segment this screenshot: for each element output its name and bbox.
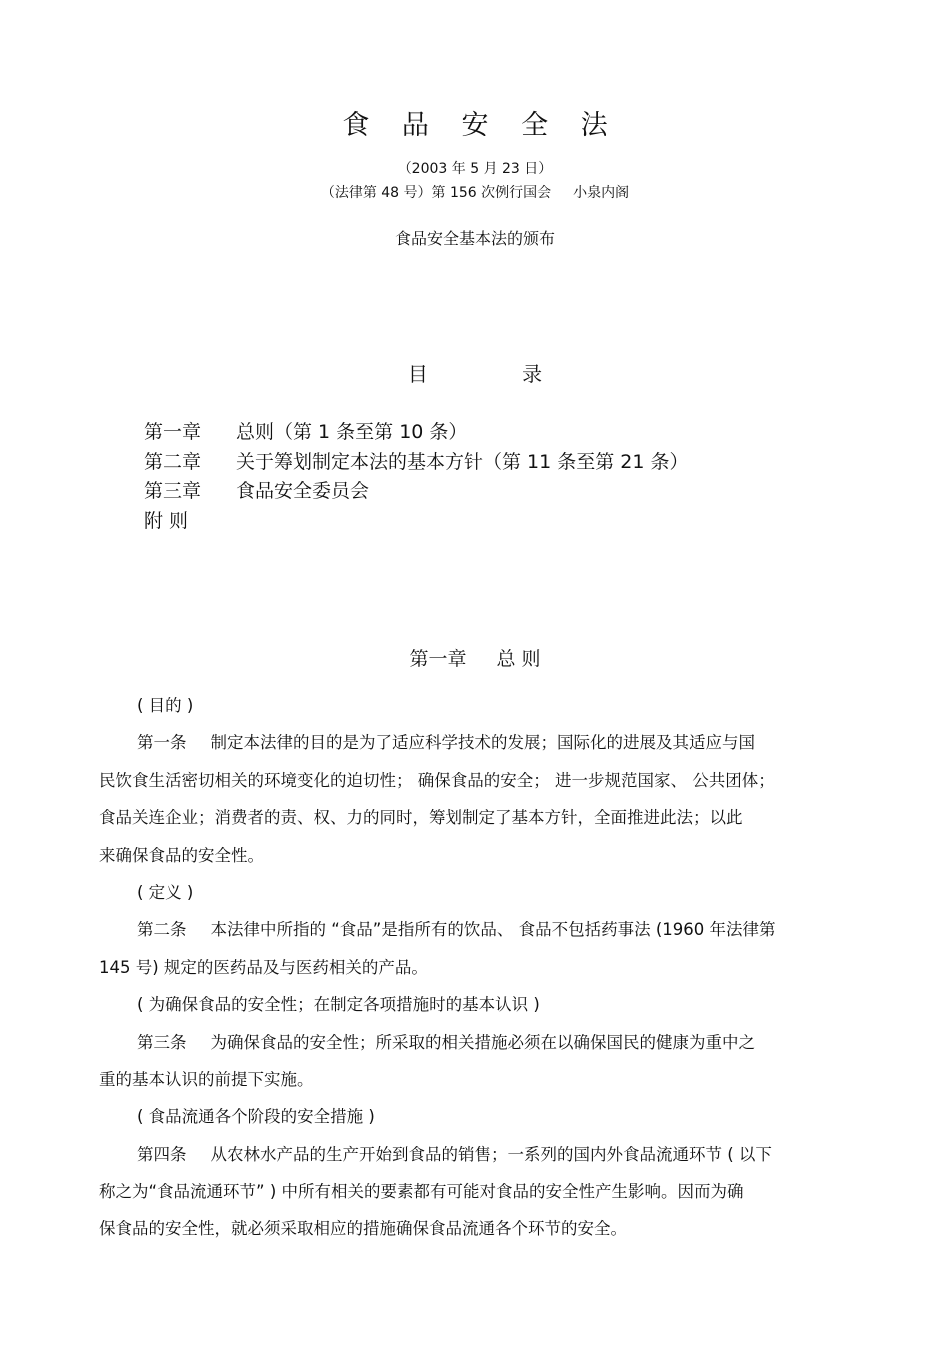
- table-of-contents: [144, 418, 884, 536]
- promulgation-line: 食品安全基本法的颁布: [394, 229, 555, 248]
- text-line: [99, 1216, 859, 1253]
- text-line: [99, 955, 859, 992]
- line-text: ( 食品流通各个阶段的安全措施 ): [137, 1107, 375, 1127]
- article-number: 第三条: [137, 1032, 187, 1052]
- document-title: 食 品 安 全 法: [342, 110, 620, 141]
- law-number: （法律第 48 号）第 156 次例行国会: [320, 185, 552, 201]
- line-text: 本法律中所指的 “食品”是指所有的饮品、 食品不包括药事法 (1960 年法律第: [210, 920, 776, 940]
- line-text: 食品关连企业；消费者的责、权、力的同时，筹划制定了基本方针，全面推进此法；以此: [99, 808, 743, 828]
- chapter-body: [99, 693, 859, 1254]
- line-text: 重的基本认识的前提下实施。: [99, 1069, 314, 1089]
- line-text: 为确保食品的安全性；所采取的相关措施必须在以确保国民的健康为重中之: [210, 1032, 755, 1052]
- toc-item: [144, 418, 884, 448]
- line-text: 民饮食生活密切相关的环境变化的迫切性； 确保食品的安全； 进一步规范国家、 公共团体；: [99, 770, 775, 790]
- line-text: 来确保食品的安全性。: [99, 845, 264, 865]
- article-line: [99, 917, 859, 954]
- line-text: ( 定义 ): [137, 882, 194, 902]
- toc-item: [144, 448, 884, 478]
- article-number: 第二条: [137, 920, 187, 940]
- text-line: [99, 880, 859, 917]
- text-line: [99, 1104, 859, 1141]
- chapter-number: 第一章: [409, 648, 467, 670]
- toc-chapter-title: 食品安全委员会: [236, 480, 370, 502]
- chapter-name: 总 则: [496, 648, 541, 670]
- toc-chapter-number: 第三章: [144, 480, 202, 502]
- text-line: [99, 1179, 859, 1216]
- chapter-heading: [0, 644, 950, 671]
- toc-item: [144, 477, 884, 507]
- line-text: 制定本法律的目的是为了适应科学技术的发展；国际化的进展及其适应与国: [210, 733, 755, 753]
- text-line: [99, 992, 859, 1029]
- article-line: [99, 1030, 859, 1067]
- toc-item: [144, 507, 884, 537]
- toc-title: 目 录: [407, 362, 587, 386]
- toc-chapter-number: 第一章: [144, 421, 202, 443]
- article-line: [99, 730, 859, 767]
- line-text: ( 为确保食品的安全性；在制定各项措施时的基本认识 ): [137, 995, 540, 1015]
- line-text: 145 号) 规定的医药品及与医药相关的产品。: [99, 957, 428, 977]
- text-line: [99, 1067, 859, 1104]
- article-line: [99, 1142, 859, 1179]
- article-number: 第一条: [137, 733, 187, 753]
- cabinet: 小泉内阁: [573, 185, 630, 201]
- document-date: （2003 年 5 月 23 日）: [397, 161, 553, 177]
- text-line: [99, 693, 859, 730]
- document-law-info: [0, 182, 950, 202]
- line-text: 称之为“食品流通环节” ) 中所有相关的要素都有可能对食品的安全性产生影响。因而为确: [99, 1182, 744, 1202]
- toc-chapter-title: 关于筹划制定本法的基本方针（第 11 条至第 21 条）: [236, 450, 689, 473]
- toc-chapter-number: 附 则: [144, 509, 189, 532]
- text-line: [99, 805, 859, 842]
- line-text: 保食品的安全性，就必须采取相应的措施确保食品流通各个环节的安全。: [99, 1219, 627, 1239]
- text-line: [99, 768, 859, 805]
- text-line: [99, 843, 859, 880]
- article-number: 第四条: [137, 1144, 187, 1164]
- toc-chapter-number: 第二章: [144, 450, 202, 473]
- toc-chapter-title: 总则（第 1 条至第 10 条）: [236, 421, 468, 443]
- line-text: ( 目的 ): [137, 696, 194, 715]
- line-text: 从农林水产品的生产开始到食品的销售；一系列的国内外食品流通环节 ( 以下: [210, 1144, 772, 1164]
